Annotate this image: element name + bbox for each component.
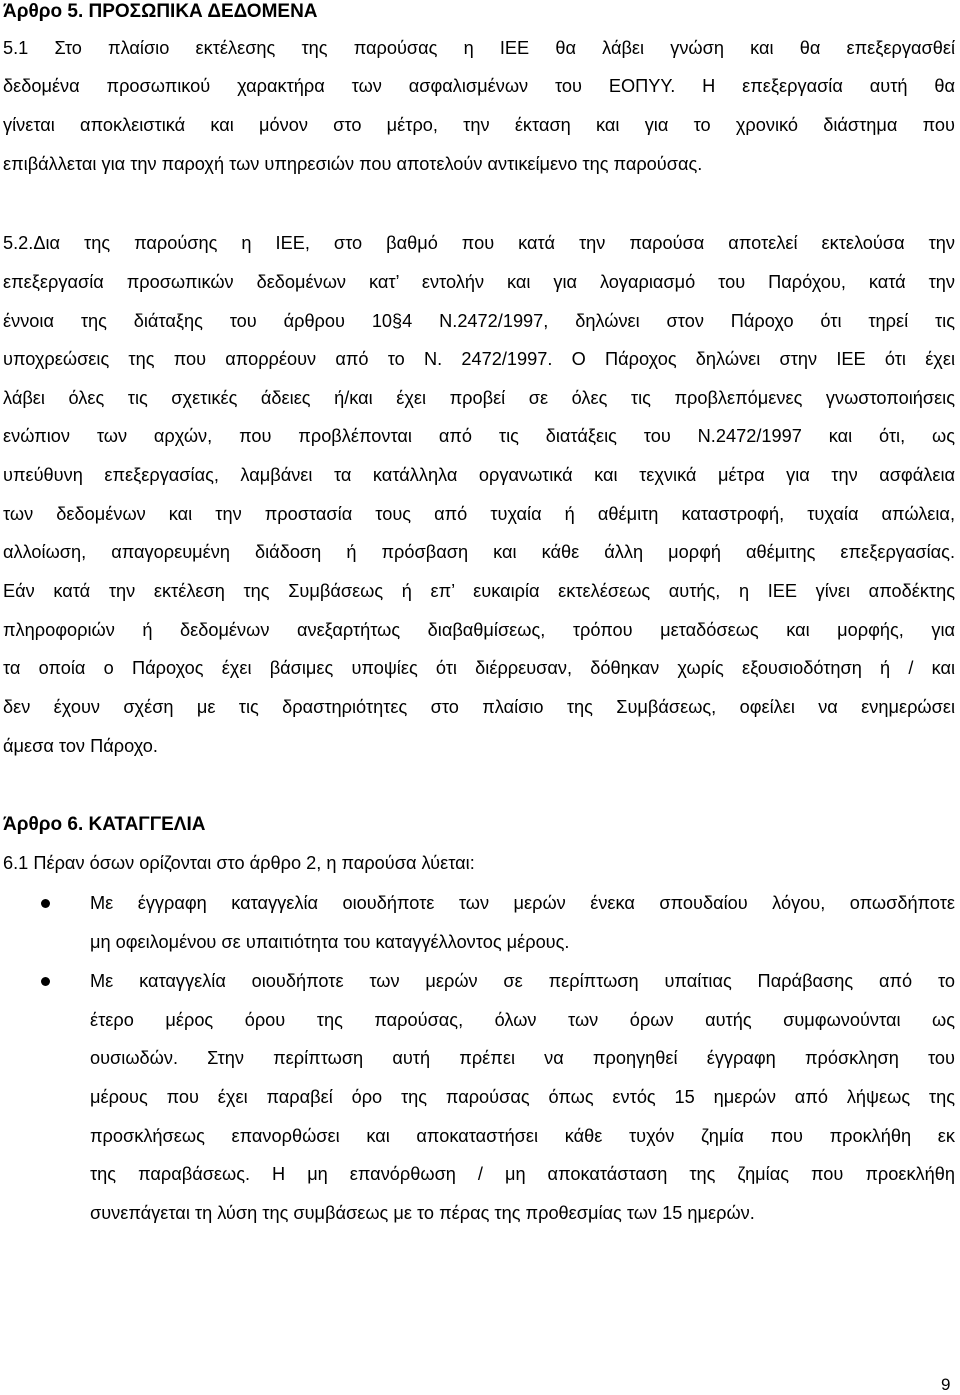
paragraph-5-2-line: λάβει όλες τις σχετικές άδειες ή/και έχει προβεί σε όλες τις προβλεπόμενες γνωστοποιήσεις [3,388,955,408]
paragraph-5-1-line: δεδομένα προσωπικού χαρακτήρα των ασφαλισμένων του ΕΟΠΥΥ. Η επεξεργασία αυτή θα [3,76,955,96]
bullet-2-line: έτερο μέρος όρου της παρούσας, όλων των όρων αυτής συμφωνούνται ως [90,1010,955,1030]
bullet-1-line: μη οφειλομένου σε υπαιτιότητα του καταγγέλλοντος μέρους. [90,932,570,952]
article-6-title: Άρθρο 6. ΚΑΤΑΓΓΕΛΙΑ [3,814,206,835]
paragraph-5-2-line: επεξεργασία προσωπικών δεδομένων κατ’ εντολήν και για λογαριασμό του Παρόχου, κατά την [3,272,955,292]
bullet-2-line: Με καταγγελία οιουδήποτε των μερών σε περίπτωση υπαίτιας Παράβασης από το [90,971,955,991]
bullet-2-line: συνεπάγεται τη λύση της συμβάσεως με το πέρας της προθεσμίας των 15 ημερών. [90,1203,755,1223]
paragraph-5-2-line: Εάν κατά την εκτέλεση της Συμβάσεως ή επ’ ευκαιρία εκτελέσεως αυτής, η ΙΕΕ γίνει αποδέκτης [3,581,955,601]
page-number: 9 [941,1375,951,1394]
bullet-icon [41,899,50,908]
paragraph-5-2-line: των δεδομένων και την προστασία τους από τυχαία ή αθέμιτη καταστροφή, τυχαία απώλεια, [3,504,955,524]
paragraph-5-2-line: δεν έχουν σχέση με τις δραστηριότητες στο πλαίσιο της Συμβάσεως, οφείλει να ενημερώσει [3,697,955,717]
paragraph-5-2-line: τα οποία ο Πάροχος έχει βάσιμες υποψίες ότι διέρρευσαν, δόθηκαν χωρίς εξουσιοδότηση ή / και [3,658,955,678]
bullet-1-line: Με έγγραφη καταγγελία οιουδήποτε των μερών ένεκα σπουδαίου λόγου, οπωσδήποτε [90,893,955,913]
paragraph-5-2-line: 5.2.Δια της παρούσης η ΙΕΕ, στο βαθμό που κατά την παρούσα αποτελεί εκτελούσα την [3,233,955,253]
paragraph-5-2-line: υπεύθυνη επεξεργασίας, λαμβάνει τα κατάλληλα οργανωτικά και τεχνικά μέτρα για την ασφάλεια [3,465,955,485]
paragraph-5-2-line: αλλοίωση, απαγορευμένη διάδοση ή πρόσβαση και κάθε άλλη μορφή αθέμιτης επεξεργασίας. [3,542,955,562]
bullet-2-line: μέρους που έχει παραβεί όρο της παρούσας όπως εντός 15 ημερών από λήψεως της [90,1087,955,1107]
paragraph-5-2-line: έννοια της διάταξης του άρθρου 10§4 Ν.2472/1997, δηλώνει στον Πάροχο ότι τηρεί τις [3,311,955,331]
bullet-2-line: προσκλήσεως επανορθώσει και αποκαταστήσει κάθε τυχόν ζημία που προκλήθη εκ [90,1126,955,1146]
paragraph-5-1-line: επιβάλλεται για την παροχή των υπηρεσιών που αποτελούν αντικείμενο της παρούσας. [3,154,703,174]
article-5-title: Άρθρο 5. ΠΡΟΣΩΠΙΚΑ ΔΕΔΟΜΕΝΑ [3,1,318,22]
paragraph-5-2-line: ενώπιον των αρχών, που προβλέπονται από τις διατάξεις του Ν.2472/1997 και ότι, ως [3,426,955,446]
paragraph-5-2-line: υποχρεώσεις της που απορρέουν από το Ν. 2472/1997. Ο Πάροχος δηλώνει στην ΙΕΕ ότι έχει [3,349,955,369]
paragraph-5-2-line: άμεσα τον Πάροχο. [3,736,158,756]
bullet-2-line: ουσιωδών. Στην περίπτωση αυτή πρέπει να προηγηθεί έγγραφη πρόσκληση του [90,1048,955,1068]
paragraph-5-2-line: πληροφοριών ή δεδομένων ανεξαρτήτως διαβαθμίσεως, τρόπου μεταδόσεως και μορφής, για [3,620,955,640]
paragraph-5-1-line: 5.1 Στο πλαίσιο εκτέλεσης της παρούσας η ΙΕΕ θα λάβει γνώση και θα επεξεργασθεί [3,38,955,58]
article-6-intro: 6.1 Πέραν όσων ορίζονται στο άρθρο 2, η παρούσα λύεται: [3,853,475,873]
bullet-2-line: της παραβάσεως. Η μη επανόρθωση / μη αποκατάσταση της ζημίας που προεκλήθη [90,1164,955,1184]
bullet-icon [41,977,50,986]
paragraph-5-1-line: γίνεται αποκλειστικά και μόνον στο μέτρο, την έκταση και για το χρονικό διάστημα που [3,115,955,135]
